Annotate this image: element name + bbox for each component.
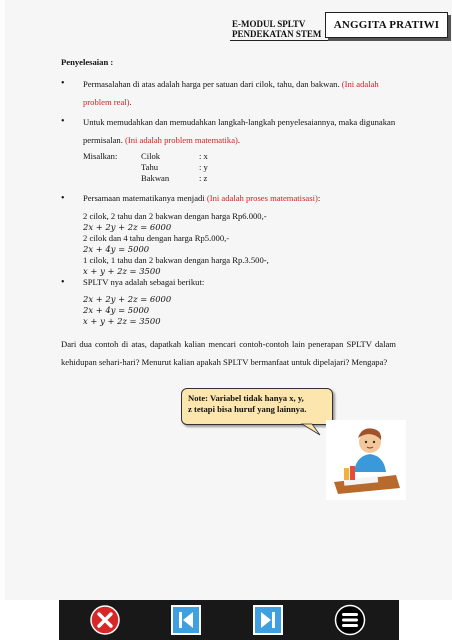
module-title xyxy=(232,19,322,39)
bullet-text: Persamaan matematikanya menjadi xyxy=(83,193,207,203)
var-symbol: : z xyxy=(199,173,208,183)
equation: 2x + 4y = 5000 xyxy=(83,305,150,315)
equation: 2x + 2y + 2z = 6000 xyxy=(83,294,172,304)
bullet-mathematization: • Persamaan matematikanya menjadi (Ini adalah proses matematisasi): xyxy=(61,193,396,204)
var-name: Cilok xyxy=(141,151,161,161)
var-name: Bakwan xyxy=(141,173,170,183)
module-title-line2: PENDEKATAN STEM xyxy=(232,29,322,39)
author-badge: ANGGITA PRATIWI xyxy=(325,12,448,38)
var-name: Tahu xyxy=(141,162,159,172)
page-edge xyxy=(0,0,5,600)
case-text: 2 cilok, 2 tahu dan 2 bakwan dengan harga Rp6.000,- xyxy=(83,211,267,221)
module-title-line1: E-MODUL SPLTV xyxy=(232,19,306,29)
note-callout xyxy=(181,388,333,425)
equation: x + y + 2z = 3500 xyxy=(83,316,161,326)
student-illustration-icon xyxy=(326,420,406,500)
bullet-text: SPLTV nya adalah sebagai berikut: xyxy=(83,277,205,287)
bullet-highlight: (Ini adalah problem real) xyxy=(83,79,379,107)
bullet-problem-math: • Untuk memudahkan dan memudahkan langkah-langkah penyelesaiannya, maka digunakan permisalan. (Ini adalah problem matematika). xyxy=(61,113,396,149)
bullet-text: Permasalahan di atas adalah harga per satuan dari cilok, tahu, dan bakwan. xyxy=(83,79,342,89)
var-symbol: : x xyxy=(199,151,208,161)
bullet-text: Untuk memudahkan dan memudahkan langkah-langkah penyelesaiannya, maka digunakan permisalan. xyxy=(83,117,396,145)
bullet-highlight: (Ini adalah proses matematisasi) xyxy=(206,193,318,203)
bullet-spltv xyxy=(61,277,396,288)
section-heading: Penyelesaian : xyxy=(61,57,114,67)
note-line1: Note: Variabel tidak hanya x, y, xyxy=(188,393,304,403)
menu-icon xyxy=(342,613,358,627)
note-tail xyxy=(300,423,322,437)
close-button[interactable] xyxy=(89,604,121,636)
menu-button[interactable] xyxy=(334,604,366,636)
misalkan-label: Misalkan: xyxy=(83,151,118,161)
closing-paragraph: Dari dua contoh di atas, dapatkah kalian mencari contoh-contoh lain penerapan SPLTV dalam kehidupan sehari-hari? Menurut kalian apakah SPLTV bermanfaat untuk dipelajari? Mengapa? xyxy=(61,339,396,367)
case-text: 2 cilok dan 4 tahu dengan harga Rp5.000,- xyxy=(83,233,230,243)
equation: 2x + 2y + 2z = 6000 xyxy=(83,222,172,232)
content xyxy=(61,57,396,371)
last-page-button[interactable] xyxy=(252,604,284,636)
case-text: 1 cilok, 1 tahu dan 2 bakwan dengan harga Rp.3.500-, xyxy=(83,255,269,265)
equation-system xyxy=(83,294,396,327)
header-divider xyxy=(230,40,445,41)
note-line2: z tetapi bisa huruf yang lainnya. xyxy=(188,404,307,414)
equation: 2x + 4y = 5000 xyxy=(83,244,150,254)
bullet-highlight: (Ini adalah problem matematika) xyxy=(125,135,238,145)
var-symbol: : y xyxy=(199,162,208,172)
variable-list xyxy=(83,151,396,184)
equation: x + y + 2z = 3500 xyxy=(83,266,161,276)
navigation-toolbar xyxy=(0,600,452,640)
first-page-button[interactable] xyxy=(170,604,202,636)
bullet-problem-real: • Permasalahan di atas adalah harga per satuan dari cilok, tahu, dan bakwan. (Ini adalah problem real). xyxy=(61,75,396,111)
equation-cases xyxy=(83,211,396,277)
